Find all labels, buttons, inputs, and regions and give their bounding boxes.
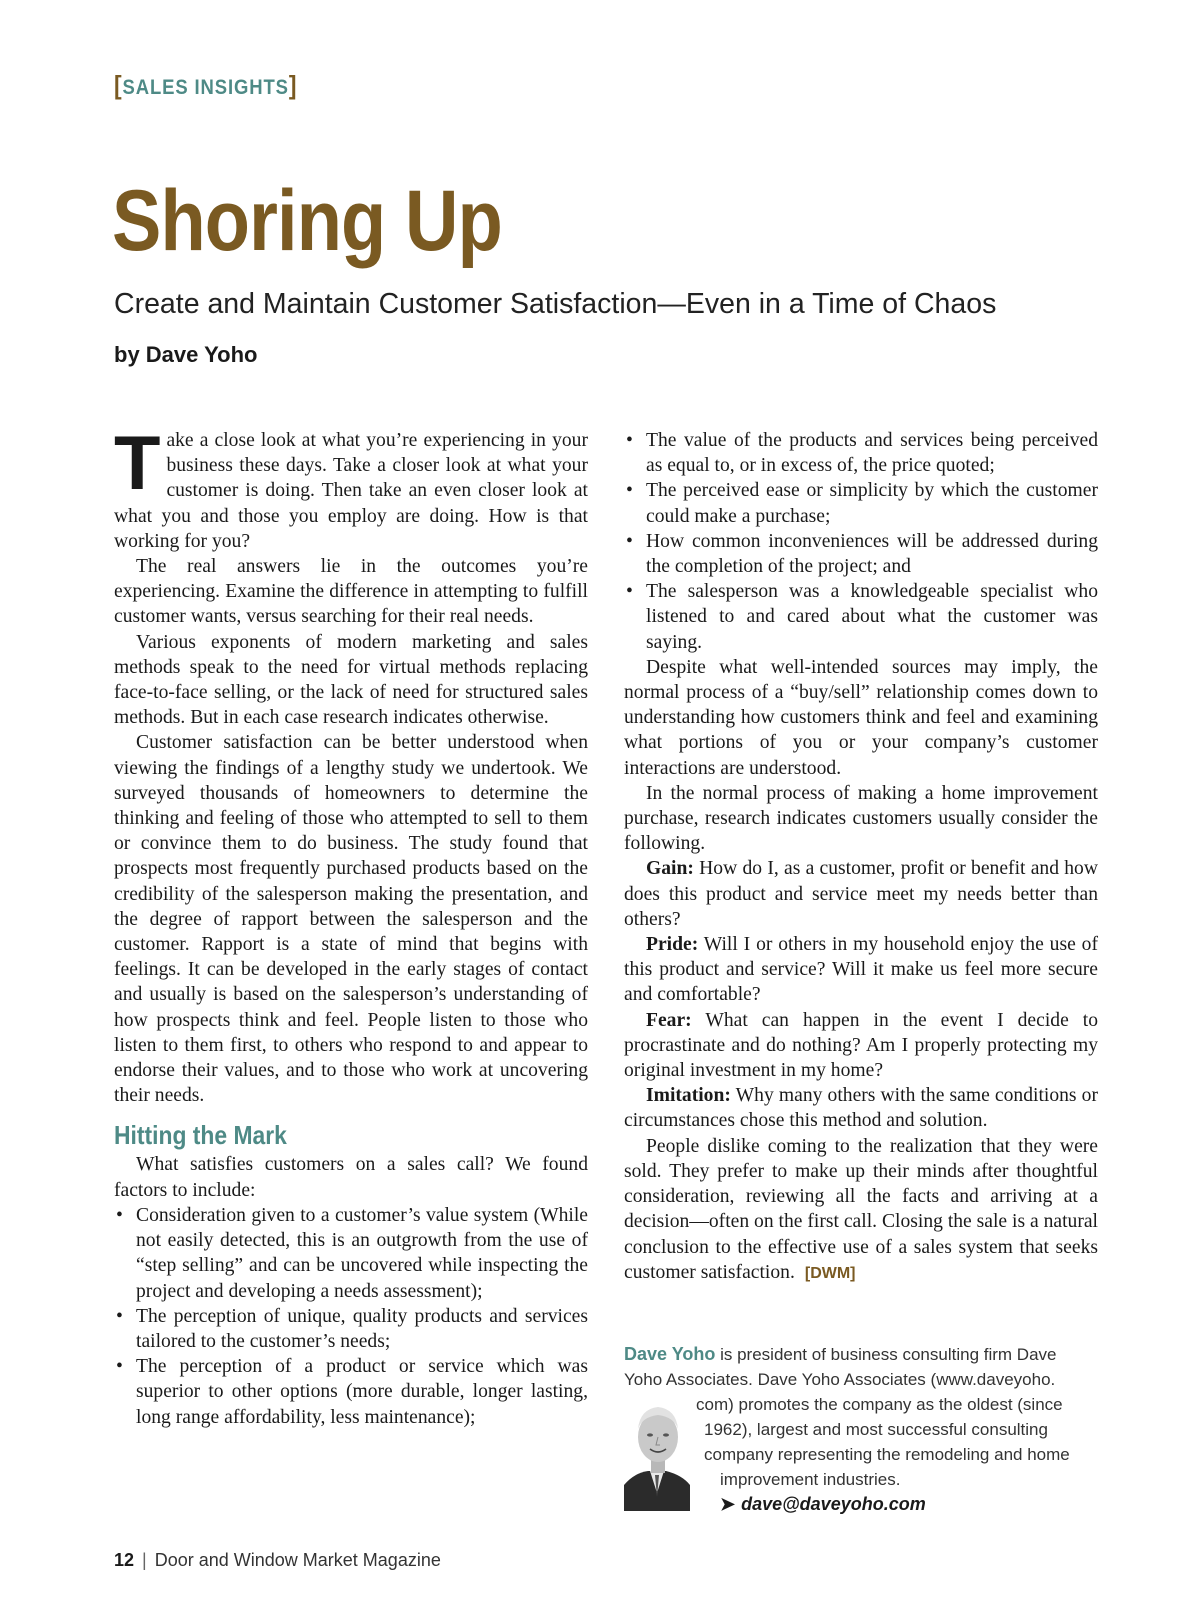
author-email[interactable]: ➤ dave@daveyoho.com xyxy=(720,1494,926,1514)
bullet-icon: • xyxy=(116,1305,123,1327)
bullet-icon: • xyxy=(116,1356,123,1378)
list-item: • The perception of a product or service which was superior to other options (more durable, longer lasting, long range affordability, less maintenance); xyxy=(116,1356,588,1428)
author-bio: Dave Yoho is president of business consulting firm Dave Yoho Associates. Dave Yoho Associates (www.daveyoho. com) promotes the company as the oldest (since 1962), largest and most successful consulting company representing the remodeling and home improvement industries. ➤ dave@daveyoho.com xyxy=(624,1344,1070,1514)
paragraph-gain: Gain: How do I, as a customer, profit or benefit and how does this product and service meet my needs better than others? xyxy=(624,858,1098,930)
end-mark: [DWM] xyxy=(804,1264,856,1282)
left-column xyxy=(114,421,588,1430)
paragraph: Various exponents of modern marketing and sales methods speak to the need for virtual methods replacing face-to-face selling, or the lack of need for structured sales methods. But in each case research indicates otherwise. xyxy=(114,631,588,729)
section-tag: [SALES INSIGHTS] xyxy=(114,70,298,100)
list-item: • How common inconveniences will be addressed during the completion of the project; and xyxy=(626,530,1098,578)
list-item: • The perceived ease or simplicity by which the customer could make a purchase; xyxy=(626,480,1098,527)
subhead-hitting-the-mark: Hitting the Mark xyxy=(114,1120,287,1151)
paragraph-pride: Pride: Will I or others in my household enjoy the use of this product and service? Will it make us feel more secure and comfortable? xyxy=(624,934,1098,1006)
article-subtitle: Create and Maintain Customer Satisfaction—Even in a Time of Chaos xyxy=(114,288,997,320)
author-name: Dave Yoho xyxy=(624,1344,716,1364)
article-title: Shoring Up xyxy=(112,173,502,269)
bullet-list xyxy=(624,428,1098,655)
paragraph: What satisfies customers on a sales call? We found factors to include: xyxy=(114,1154,588,1201)
paragraph: Customer satisfaction can be better understood when viewing the findings of a lengthy study we undertook. We surveyed thousands of homeowners to determine the thinking and feeling of those who attempted to sell to them or convince them to do business. The study found that prospects most frequently purchased products based on the credibility of the salesperson making the presentation, and the degree of rapport between the salesperson and the customer. Rapport is a state of mind that begins with feelings. It can be developed in the early stages of contact and usually is based on the salesperson’s understanding of how prospects think and feel. People listen to those who listen to them first, to others who respond to and appear to endorse their values, and to those who work at uncovering their needs. xyxy=(114,732,588,1107)
list-item: • Consideration given to a customer’s value system (While not easily detected, this is an outgrowth from the use of “step selling” and can be uncovered while inspecting the project and developing a needs assessment); xyxy=(116,1204,588,1302)
paragraph-fear: Fear: What can happen in the event I decide to procrastinate and do nothing? Am I properly protecting my original investment in my home? xyxy=(624,1009,1098,1082)
list-item: • The salesperson was a knowledgeable specialist who listened to and cared about what the customer was saying. xyxy=(626,581,1098,653)
bullet-list xyxy=(114,1203,588,1430)
term-pride: Pride: xyxy=(646,934,699,956)
paragraph: In the normal process of making a home improvement purchase, research indicates customers usually consider the following. xyxy=(624,782,1098,855)
paragraph-imitation: Imitation: Why many others with the same conditions or circumstances chose this method and solution. xyxy=(624,1085,1098,1132)
paragraph: The real answers lie in the outcomes you’re experiencing. Examine the difference in attempting to fulfill customer wants, versus searching for their real needs. xyxy=(114,556,588,628)
term-imitation: Imitation: xyxy=(646,1085,731,1107)
bullet-icon: • xyxy=(626,430,633,451)
right-column xyxy=(624,428,1098,1286)
bullet-icon: • xyxy=(626,530,633,552)
drop-cap: T xyxy=(114,421,161,506)
page-number: 12 xyxy=(114,1550,135,1570)
footer-separator: | xyxy=(142,1550,147,1570)
bullet-icon: • xyxy=(116,1204,123,1226)
arrow-right-icon: ➤ xyxy=(720,1494,736,1514)
byline: by Dave Yoho xyxy=(114,342,258,367)
author-photo xyxy=(624,1393,690,1511)
list-item: • The value of the products and services being perceived as equal to, or in excess of, the price quoted; xyxy=(626,430,1098,477)
paragraph-intro: Take a close look at what you’re experiencing in your business these days. Take a closer look at what your customer is doing. Then take an even closer look at what you and those you employ are doing. How is that working for you? xyxy=(114,421,588,552)
bullet-icon: • xyxy=(626,480,633,502)
paragraph: Despite what well-intended sources may imply, the normal process of a “buy/sell” relationship comes down to understanding how customers think and feel and examining what portions of you or your company’s customer interactions are understood. xyxy=(624,656,1098,779)
publication-name: Door and Window Market Magazine xyxy=(154,1550,441,1570)
bullet-icon: • xyxy=(626,581,633,603)
list-item: • The perception of unique, quality products and services tailored to the customer’s needs; xyxy=(116,1305,588,1352)
term-gain: Gain: xyxy=(646,858,694,880)
page-footer xyxy=(114,1550,441,1571)
section-tag-text: SALES INSIGHTS xyxy=(122,76,289,99)
term-fear: Fear: xyxy=(646,1009,692,1031)
paragraph-final: People dislike coming to the realization that they were sold. They prefer to make up their minds after thoughtful consideration, reviewing all the facts and arriving at a decision—often on the first call. Closing the sale is a natural conclusion to the effective use of a sales system that seeks customer satisfaction. [DWM] xyxy=(624,1135,1098,1283)
